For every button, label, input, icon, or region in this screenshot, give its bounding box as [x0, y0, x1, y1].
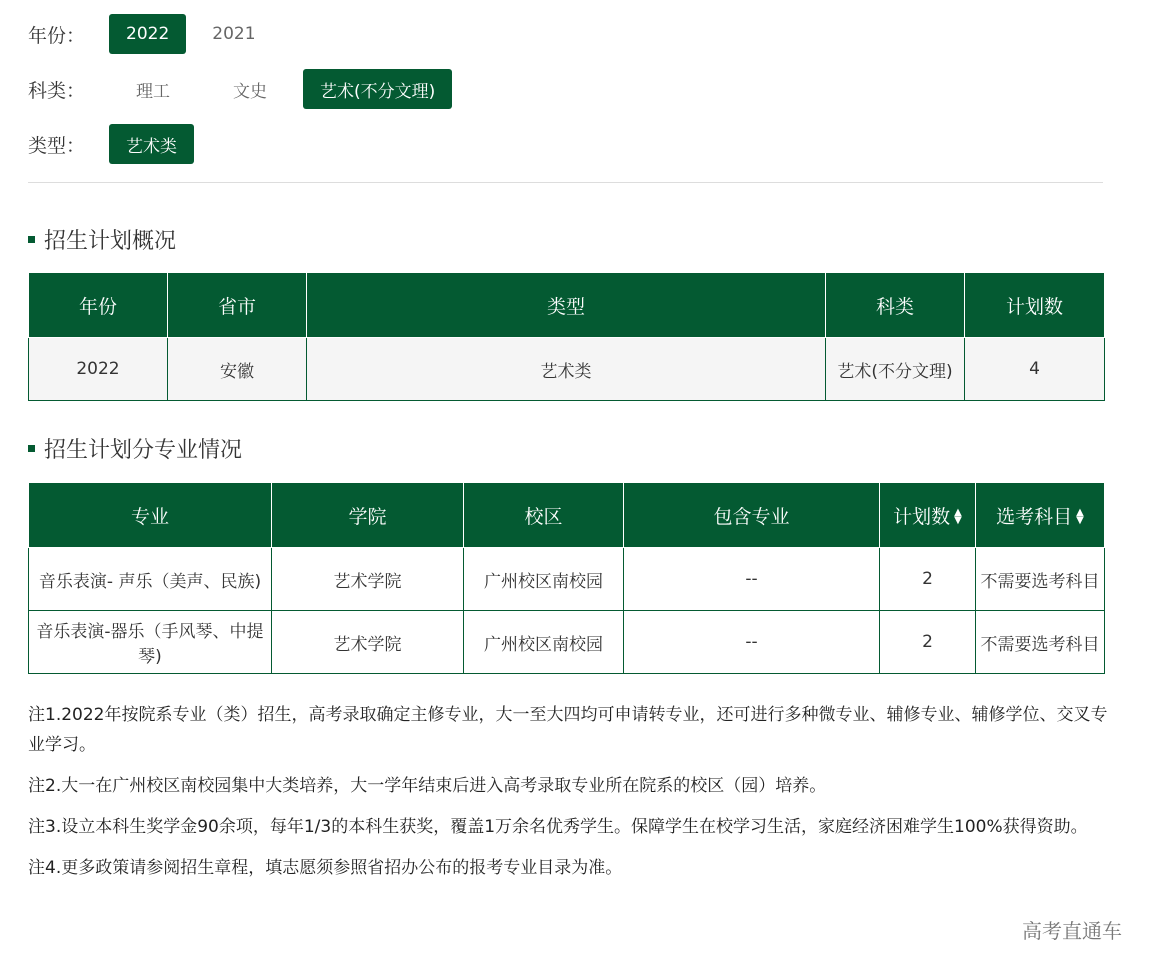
note-item: 注4.更多政策请参阅招生章程，填志愿须参照省招办公布的报考专业目录为准。 — [28, 858, 623, 878]
overview-header-year: 年份 — [29, 273, 168, 338]
detail-header-major: 专业 — [29, 483, 272, 548]
sort-icon[interactable]: ▲ ▼ — [1076, 507, 1084, 526]
overview-header-category: 科类 — [826, 273, 965, 338]
plan-count-header-label: 计划数 — [893, 505, 951, 528]
overview-header-type: 类型 — [307, 273, 826, 338]
detail-cell-college: 艺术学院 — [272, 548, 464, 611]
detail-cell-plan-count: 2 — [880, 548, 976, 611]
filter-panel — [28, 14, 1103, 179]
category-option-science[interactable]: 理工 — [136, 81, 170, 102]
category-filter-row — [28, 69, 1103, 109]
overview-cell-plan-count: 4 — [965, 338, 1105, 401]
year-option-2021[interactable]: 2021 — [212, 24, 256, 44]
overview-cell-type: 艺术类 — [307, 338, 826, 401]
table-row — [29, 611, 1105, 674]
section-marker — [28, 445, 35, 452]
detail-cell-major: 音乐表演- 声乐（美声、民族) — [29, 548, 272, 611]
type-filter-row — [28, 124, 1103, 164]
overview-header-row — [29, 273, 1105, 338]
detail-cell-subjects: 不需要选考科目 — [976, 548, 1105, 611]
detail-header-plan-count[interactable] — [880, 483, 976, 548]
type-filter-label: 类型： — [28, 134, 86, 157]
detail-table — [28, 482, 1105, 674]
detail-cell-plan-count: 2 — [880, 611, 976, 674]
overview-cell-year: 2022 — [29, 338, 168, 401]
notes-section — [28, 700, 1108, 894]
table-row — [29, 338, 1105, 401]
section-marker — [28, 236, 35, 243]
category-option-art[interactable]: 艺术(不分文理) — [303, 69, 452, 109]
overview-title-text: 招生计划概况 — [44, 229, 177, 254]
detail-header-subjects[interactable] — [976, 483, 1105, 548]
year-filter-row — [28, 14, 1103, 54]
watermark: 高考直通车 — [1022, 919, 1122, 943]
detail-header-row — [29, 483, 1105, 548]
detail-header-included-majors: 包含专业 — [624, 483, 880, 548]
detail-cell-campus: 广州校区南校园 — [464, 548, 624, 611]
table-row — [29, 548, 1105, 611]
type-option-art[interactable]: 艺术类 — [109, 124, 194, 164]
overview-header-province: 省市 — [168, 273, 307, 338]
detail-header-campus: 校区 — [464, 483, 624, 548]
divider — [28, 182, 1103, 183]
detail-cell-included-majors: -- — [624, 548, 880, 611]
detail-header-college: 学院 — [272, 483, 464, 548]
overview-cell-category: 艺术(不分文理) — [826, 338, 965, 401]
note-item: 注3.设立本科生奖学金90余项，每年1/3的本科生获奖，覆盖1万余名优秀学生。保障学生在校学习生活，家庭经济困难学生100%获得资助。 — [28, 817, 1088, 837]
subjects-header-label: 选考科目 — [996, 505, 1073, 528]
detail-section-title — [28, 433, 242, 464]
category-filter-label: 科类： — [28, 79, 86, 102]
note-item: 注2.大一在广州校区南校园集中大类培养，大一学年结束后进入高考录取专业所在院系的校区（园）培养。 — [28, 776, 827, 796]
detail-cell-campus: 广州校区南校园 — [464, 611, 624, 674]
category-option-liberal-arts[interactable]: 文史 — [233, 81, 267, 102]
note-item: 注1.2022年按院系专业（类）招生，高考录取确定主修专业，大一至大四均可申请转专业，还可进行多种微专业、辅修专业、辅修学位、交叉专业学习。 — [28, 705, 1108, 755]
detail-cell-subjects: 不需要选考科目 — [976, 611, 1105, 674]
sort-icon[interactable]: ▲ ▼ — [954, 507, 962, 526]
overview-header-plan-count: 计划数 — [965, 273, 1105, 338]
detail-cell-included-majors: -- — [624, 611, 880, 674]
overview-cell-province: 安徽 — [168, 338, 307, 401]
year-filter-label: 年份： — [28, 24, 86, 47]
overview-table — [28, 272, 1105, 401]
overview-section-title — [28, 224, 176, 255]
detail-cell-college: 艺术学院 — [272, 611, 464, 674]
detail-cell-major: 音乐表演-器乐（手风琴、中提琴) — [29, 611, 272, 674]
year-option-2022[interactable]: 2022 — [109, 14, 186, 54]
detail-title-text: 招生计划分专业情况 — [44, 438, 243, 463]
